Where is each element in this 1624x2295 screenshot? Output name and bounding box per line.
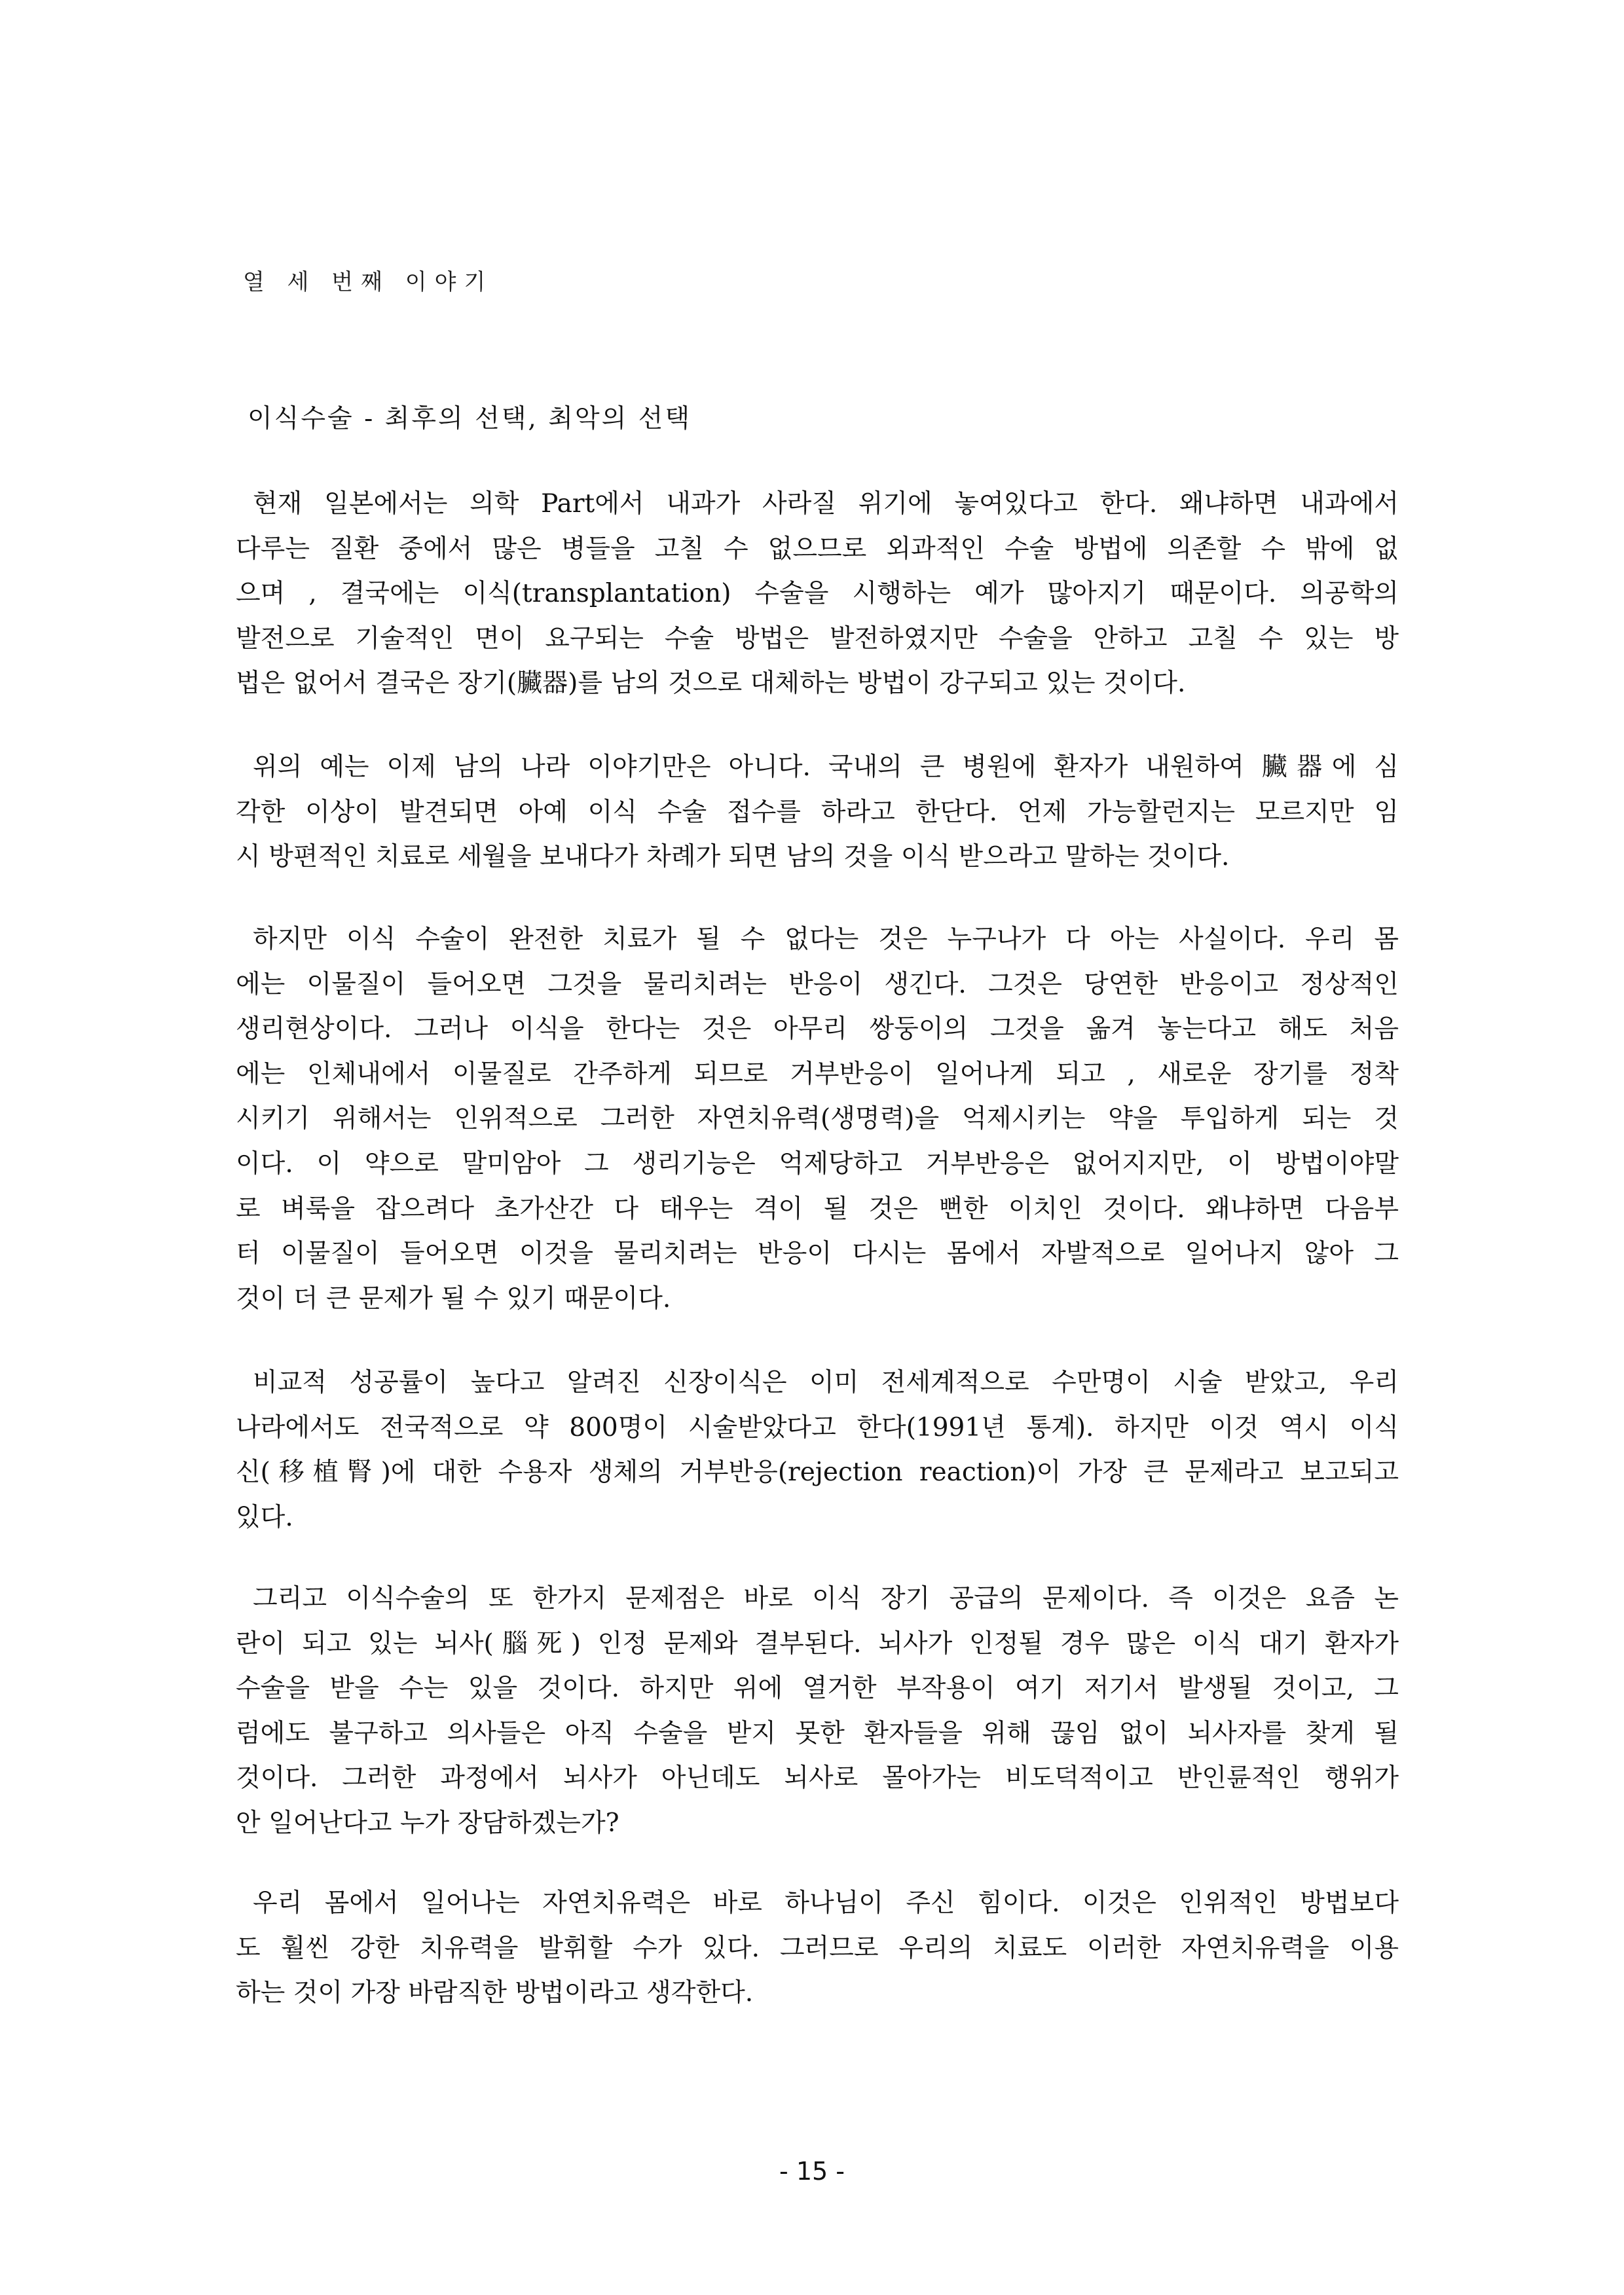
paragraph-line: 이다. 이 약으로 말미암아 그 생리기능은 억제당하고 거부반응은 없어지지만, 이 방법이야말 bbox=[236, 1148, 1399, 1179]
paragraph-line: 각한 이상이 발견되면 아예 이식 수술 접수를 하라고 한단다. 언제 가능할런지는 모르지만 임 bbox=[236, 797, 1399, 827]
paragraph-line: 시 방편적인 치료로 세월을 보내다가 차례가 되면 남의 것을 이식 받으라고 말하는 것이다. bbox=[236, 842, 1230, 872]
paragraph-line: 에는 인체내에서 이물질로 간주하게 되므로 거부반응이 일어나게 되고 , 새로운 장기를 정착 bbox=[236, 1059, 1399, 1089]
paragraph bbox=[236, 482, 1399, 707]
paragraph-line: 안 일어난다고 누가 장담하겠는가? bbox=[236, 1808, 619, 1838]
paragraph bbox=[236, 917, 1399, 1321]
paragraph-line: 발전으로 기술적인 면이 요구되는 수술 방법은 발전하였지만 수술을 안하고 고칠 수 있는 방 bbox=[236, 623, 1399, 653]
paragraph bbox=[236, 1881, 1399, 2016]
paragraph-line: 비교적 성공률이 높다고 알려진 신장이식은 이미 전세계적으로 수만명이 시술 받았고, 우리 bbox=[253, 1368, 1399, 1397]
paragraph-line: 에는 이물질이 들어오면 그것을 물리치려는 반응이 생긴다. 그것은 당연한 반응이고 정상적인 bbox=[236, 969, 1399, 999]
chapter-heading: 열 세 번째 이야기 bbox=[243, 269, 494, 295]
paragraph-line: 시키기 위해서는 인위적으로 그러한 자연치유력(생명력)을 억제시키는 약을 투입하게 되는 것 bbox=[236, 1104, 1399, 1134]
paragraph-line: 수술을 받을 수는 있을 것이다. 하지만 위에 열거한 부작용이 여기 저기서 발생될 것이고, 그 bbox=[236, 1674, 1399, 1704]
paragraph-line: 위의 예는 이제 남의 나라 이야기만은 아니다. 국내의 큰 병원에 환자가 내원하여 臟器에 심 bbox=[253, 752, 1399, 782]
paragraph bbox=[236, 1577, 1399, 1846]
paragraph-line: 그리고 이식수술의 또 한가지 문제점은 바로 이식 장기 공급의 문제이다. 즉 이것은 요즘 논 bbox=[253, 1584, 1399, 1613]
paragraph-line: 로 벼룩을 잡으려다 초가산간 다 태우는 격이 될 것은 뻔한 이치인 것이다. 왜냐하면 다음부 bbox=[236, 1194, 1399, 1224]
paragraph-line: 신(移植腎)에 대한 수용자 생체의 거부반응(rejection reaction)이 가장 큰 문제라고 보고되고 bbox=[236, 1458, 1399, 1488]
paragraph-line: 생리현상이다. 그러나 이식을 한다는 것은 아무리 쌍둥이의 그것을 옮겨 놓는다고 해도 처음 bbox=[236, 1014, 1399, 1044]
paragraph-line: 도 훨씬 강한 치유력을 발휘할 수가 있다. 그러므로 우리의 치료도 이러한 자연치유력을 이용 bbox=[236, 1933, 1399, 1963]
paragraph-line: 있다. bbox=[236, 1502, 293, 1532]
page-number: - 15 - bbox=[779, 2157, 845, 2186]
paragraph-line: 다루는 질환 중에서 많은 병들을 고칠 수 없으므로 외과적인 수술 방법에 의존할 수 밖에 없 bbox=[236, 534, 1399, 564]
paragraph-line: 하지만 이식 수술이 완전한 치료가 될 수 없다는 것은 누구나가 다 아는 사실이다. 우리 몸 bbox=[253, 925, 1399, 954]
paragraph-line: 터 이물질이 들어오면 이것을 물리치려는 반응이 다시는 몸에서 자발적으로 일어나지 않아 그 bbox=[236, 1239, 1399, 1269]
paragraph-line: 것이 더 큰 문제가 될 수 있기 때문이다. bbox=[236, 1283, 671, 1313]
paragraph-line: 현재 일본에서는 의학 Part에서 내과가 사라질 위기에 놓여있다고 한다. 왜냐하면 내과에서 bbox=[253, 489, 1399, 519]
paragraph bbox=[236, 745, 1399, 880]
paragraph-line: 럼에도 불구하고 의사들은 아직 수술을 받지 못한 환자들을 위해 끊임 없이 뇌사자를 찾게 될 bbox=[236, 1718, 1399, 1748]
paragraph-line: 으며 , 결국에는 이식(transplantation) 수술을 시행하는 예가 많아지기 때문이다. 의공학의 bbox=[236, 579, 1399, 609]
section-title: 이식수술 - 최후의 선택, 최악의 선택 bbox=[248, 404, 692, 433]
paragraph-line: 것이다. 그러한 과정에서 뇌사가 아닌데도 뇌사로 몰아가는 비도덕적이고 반인륜적인 행위가 bbox=[236, 1763, 1399, 1793]
paragraph-line: 우리 몸에서 일어나는 자연치유력은 바로 하나님이 주신 힘이다. 이것은 인위적인 방법보다 bbox=[253, 1888, 1399, 1918]
paragraph bbox=[236, 1361, 1399, 1540]
paragraph-line: 법은 없어서 결국은 장기(臟器)를 남의 것으로 대체하는 방법이 강구되고 있는 것이다. bbox=[236, 669, 1186, 699]
paragraph-line: 하는 것이 가장 바람직한 방법이라고 생각한다. bbox=[236, 1978, 754, 2008]
paragraph-line: 나라에서도 전국적으로 약 800명이 시술받았다고 한다(1991년 통계). 하지만 이것 역시 이식 bbox=[236, 1412, 1399, 1442]
paragraph-line: 란이 되고 있는 뇌사(腦死) 인정 문제와 결부된다. 뇌사가 인정될 경우 많은 이식 대기 환자가 bbox=[236, 1628, 1399, 1659]
